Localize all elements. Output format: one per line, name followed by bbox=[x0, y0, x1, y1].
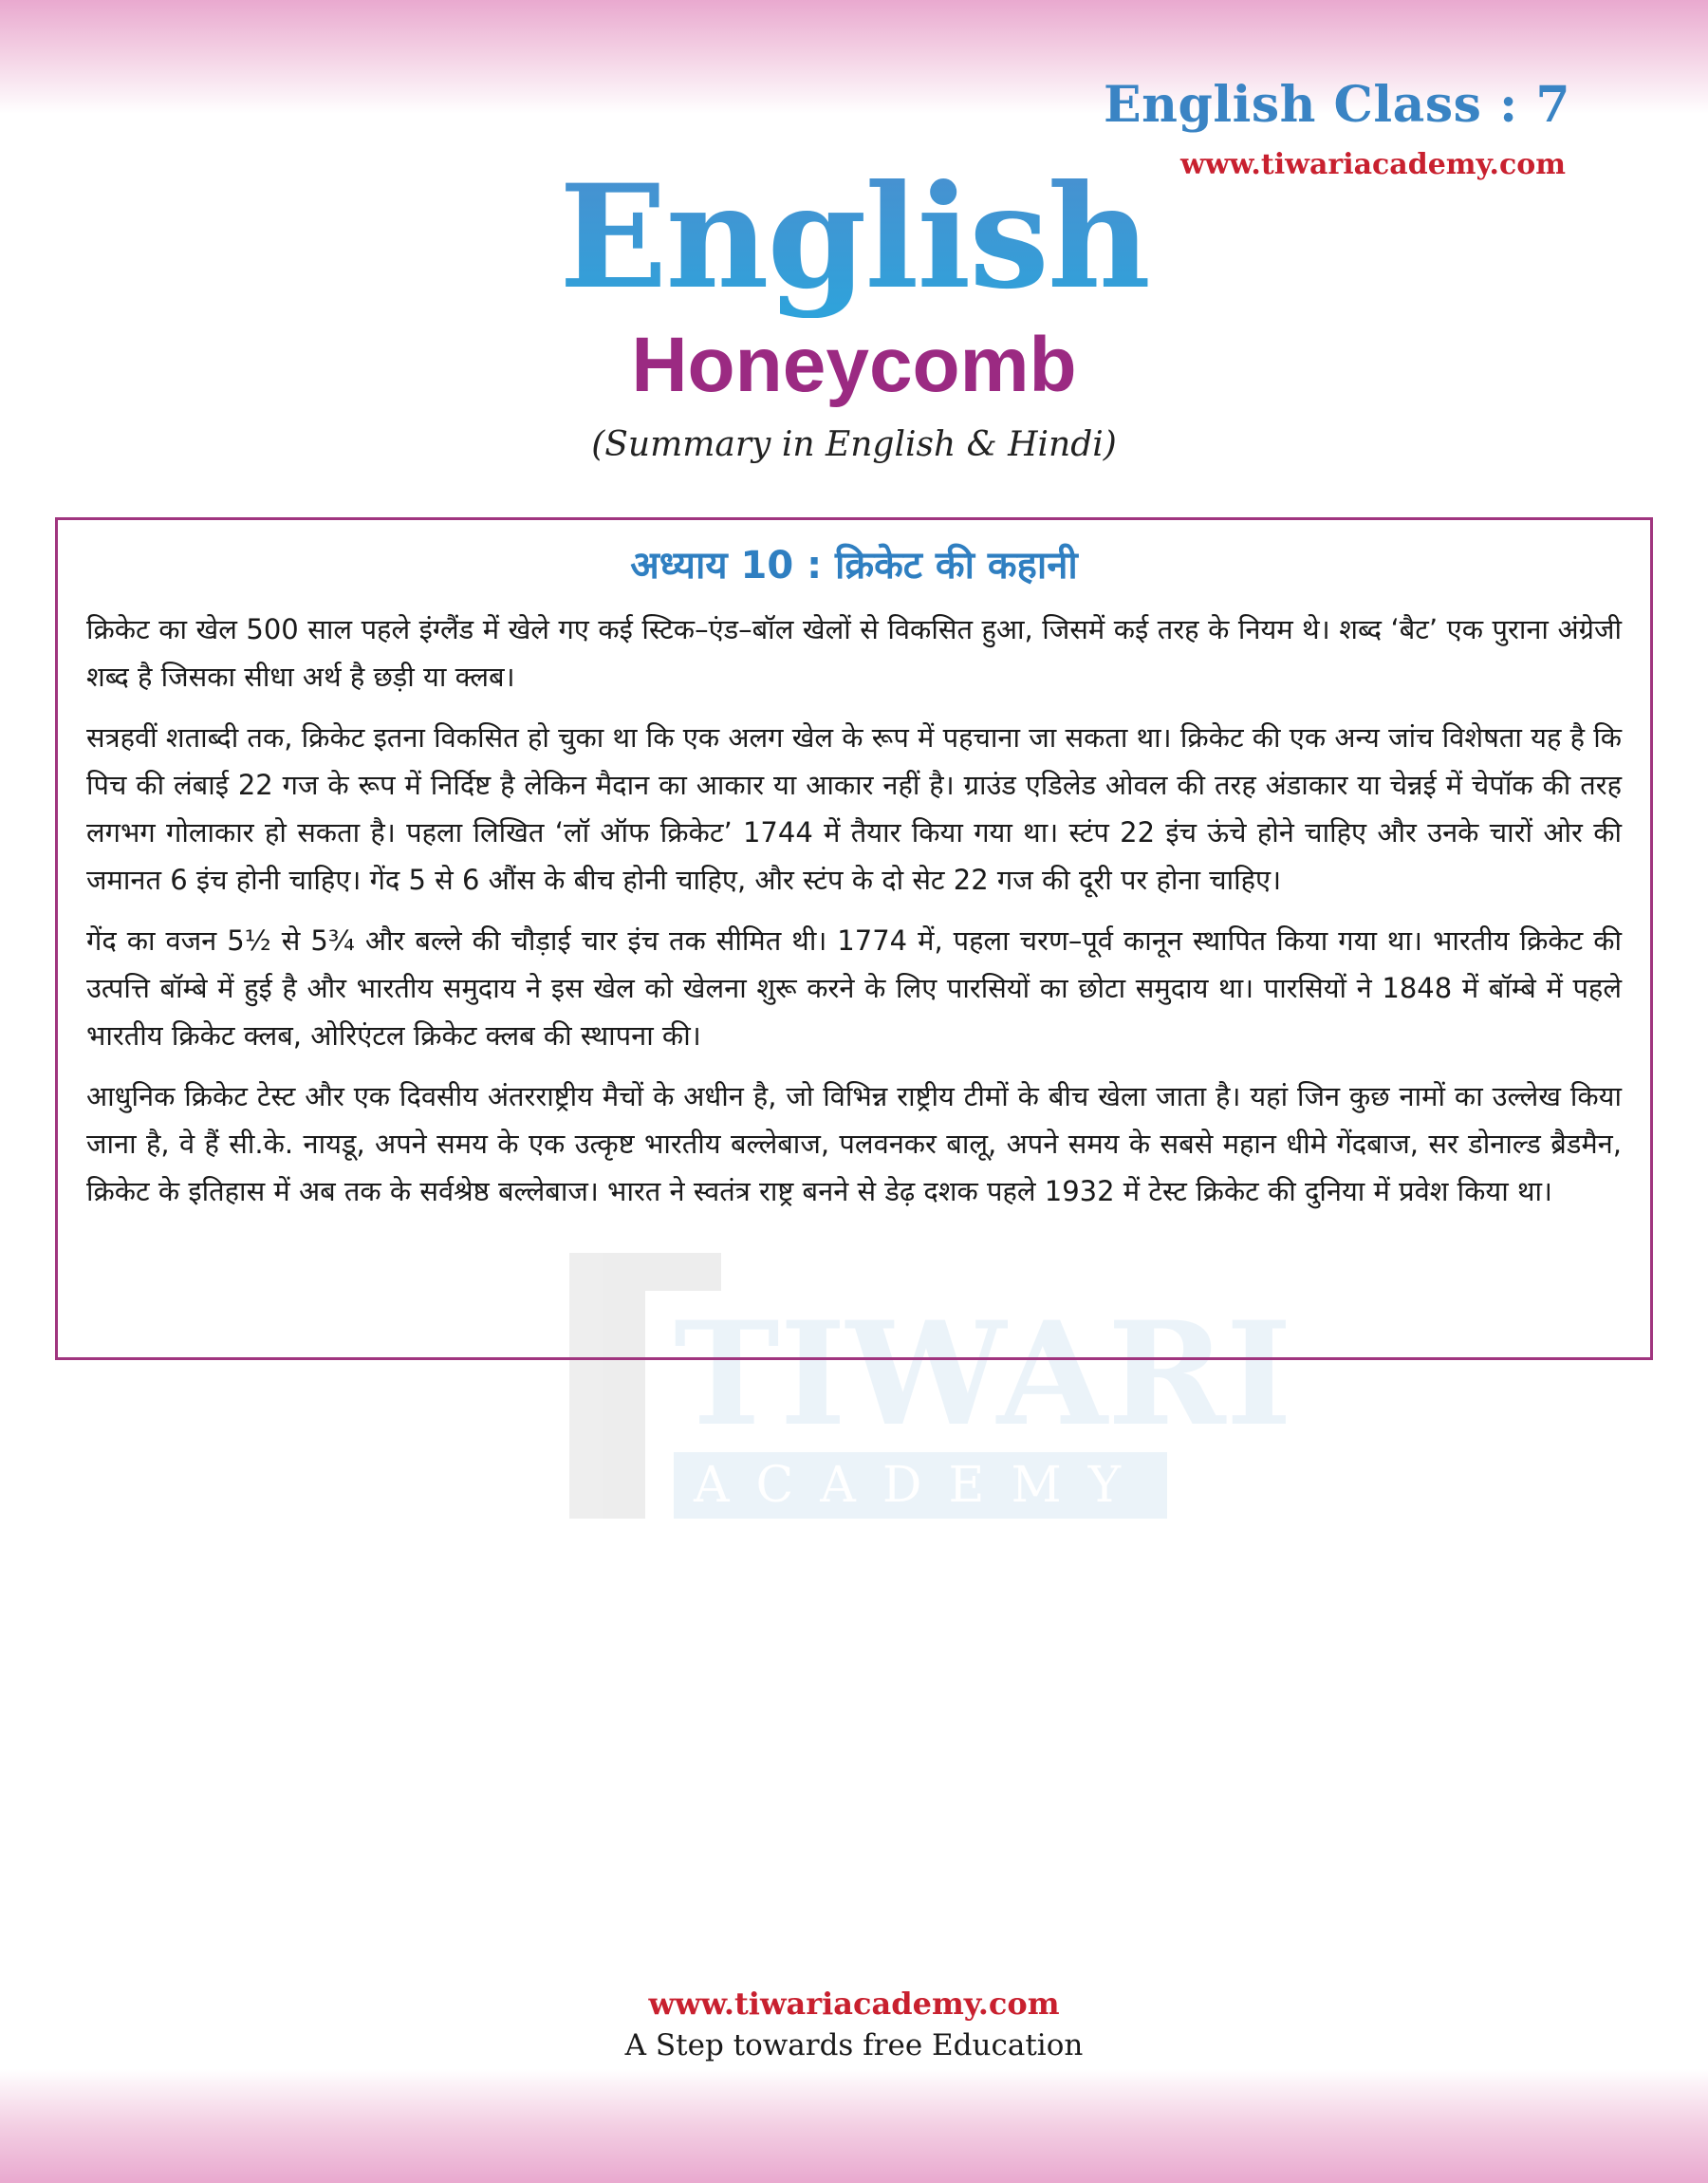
main-title: English bbox=[0, 157, 1708, 318]
class-title: English Class : 7 bbox=[1104, 76, 1570, 134]
summary-paragraph: गेंद का वजन 5½ से 5¾ और बल्ले की चौड़ाई चार इंच तक सीमित थी। 1774 में, पहला चरण–पूर्व कानून स्थापित किया गया था। भारतीय क्रिकेट की उत्पत्ति बॉम्बे में हुई है और भारतीय समुदाय ने इस खेल को खेलना शुरू करने के लिए पारसियों का छोटा समुदाय था। पारसियों ने 1848 में बॉम्बे में पहले भारतीय क्रिकेट क्लब, ओरिएंटल क्रिकेट क्लब की स्थापना की। bbox=[86, 924, 1622, 1052]
footer-tagline: A Step towards free Education bbox=[624, 2028, 1084, 2062]
book-title: Honeycomb bbox=[631, 322, 1077, 408]
summary-content-box bbox=[55, 517, 1653, 1360]
summary-paragraph: सत्रहवीं शताब्दी तक, क्रिकेट इतना विकसित हो चुका था कि एक अलग खेल के रूप में पहचाना जा सकता था। क्रिकेट की एक अन्य जांच विशेषता यह है कि पिच की लंबाई 22 गज के रूप में निर्दिष्ट है लेकिन मैदान का आकार या आकार नहीं है। ग्राउंड एडिलेड ओवल की तरह अंडाकार या चेन्नई में चेपॉक की तरह लगभग गोलाकार हो सकता है। पहला लिखित ‘लॉ ऑफ क्रिकेट’ 1744 में तैयार किया गया था। स्टंप 22 इंच ऊंचे होने चाहिए और उनके चारों ओर की जमानत 6 इंच होनी चाहिए। गेंद 5 से 6 औंस के बीच होनी चाहिए, और स्टंप के दो सेट 22 गज की दूरी पर होना चाहिए। bbox=[86, 721, 1622, 896]
watermark-line2: ACADEMY bbox=[693, 1457, 1148, 1514]
bottom-decorative-band bbox=[0, 2069, 1708, 2183]
watermark-line1: TIWARI bbox=[674, 1291, 1292, 1458]
summary-paragraph: क्रिकेट का खेल 500 साल पहले इंग्लैंड में खेले गए कई स्टिक–एंड–बॉल खेलों से विकसित हुआ, जिसमें कई तरह के नियम थे। शब्द ‘बैट’ एक पुराना अंग्रेजी शब्द है जिसका सीधा अर्थ है छड़ी या क्लब। bbox=[86, 613, 1622, 693]
footer-website-link[interactable]: www.tiwariacademy.com bbox=[648, 1986, 1060, 2022]
chapter-heading: अध्याय 10 : क्रिकेट की कहानी bbox=[630, 544, 1078, 588]
summary-paragraph: आधुनिक क्रिकेट टेस्ट और एक दिवसीय अंतरराष्ट्रीय मैचों के अधीन है, जो विभिन्न राष्ट्रीय टीमों के बीच खेला जाता है। यहां जिन कुछ नामों का उल्लेख किया जाना है, वे हैं सी.के. नायडू, अपने समय के एक उत्कृष्ट भारतीय बल्लेबाज, पलवनकर बालू, अपने समय के सबसे महान धीमे गेंदबाज, सर डोनाल्ड ब्रैडमैन, क्रिकेट के इतिहास में अब तक के सर्वश्रेष्ठ बल्लेबाज। भारत ने स्वतंत्र राष्ट्र बनने से डेढ़ दशक पहले 1932 में टेस्ट क्रिकेट की दुनिया में प्रवेश किया था। bbox=[86, 1080, 1622, 1207]
summary-note: (Summary in English & Hindi) bbox=[591, 425, 1117, 464]
